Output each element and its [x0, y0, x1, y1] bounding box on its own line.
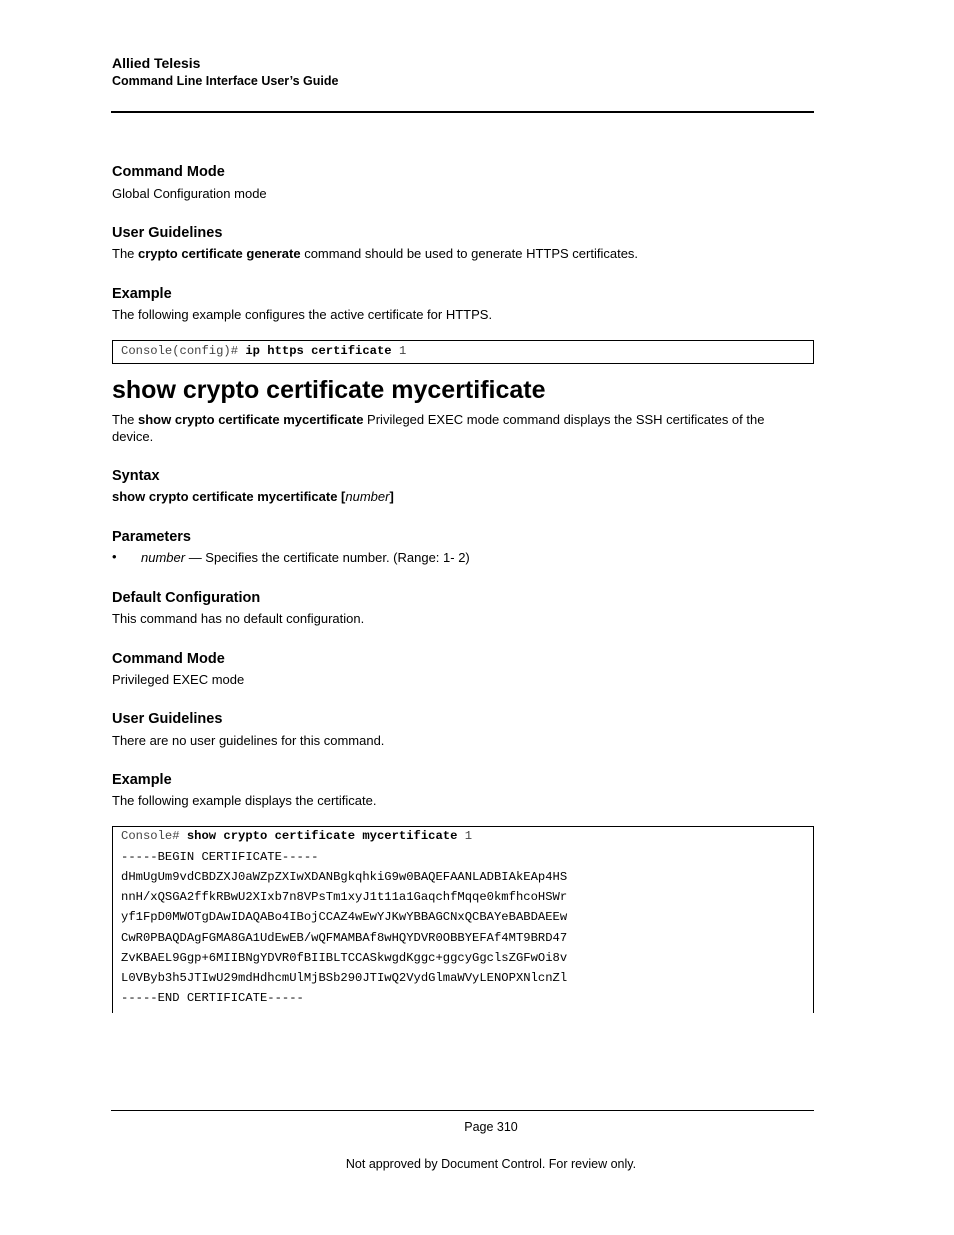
default-config-heading: Default Configuration	[112, 590, 261, 606]
header-company: Allied Telesis	[112, 55, 201, 71]
footer-rule	[111, 1110, 814, 1111]
code-line: L0VByb3h5JTIwU29mdHdhcmUlMjBSb290JTIwQ2VydGlmaWVyLENOPXNlcnZl	[121, 971, 568, 985]
user-guidelines-heading: User Guidelines	[112, 711, 223, 727]
code-line: CwR0PBAQDAgFGMA8GA1UdEwEB/wQFMAMBAf8wHQYDVR0OBBYEFAf4MT9BRD47	[121, 931, 568, 945]
user-guidelines-heading: User Guidelines	[112, 225, 223, 241]
code-line: nnH/xQSGA2ffkRBwU2XIxb7n8VPsTm1xyJ1t11a1GaqchfMqqe0kmfhcoHSWr	[121, 890, 568, 904]
command-mode-heading: Command Mode	[112, 164, 225, 180]
review-notice: Not approved by Document Control. For review only.	[345, 1157, 637, 1171]
command-mode-text: Global Configuration mode	[112, 186, 267, 201]
example-text: The following example displays the certificate.	[112, 793, 377, 808]
example-heading: Example	[112, 772, 172, 788]
user-guidelines-text: The crypto certificate generate command should be used to generate HTTPS certificates.	[112, 246, 639, 261]
parameters-heading: Parameters	[112, 529, 191, 545]
page-number: Page 310	[464, 1120, 518, 1134]
header-guide-title: Command Line Interface User’s Guide	[112, 74, 339, 88]
code-line: dHmUgUm9vdCBDZXJ0aWZpZXIwXDANBgkqhkiG9w0BAQEFAANLADBIAkEAp4HS	[121, 870, 568, 884]
code-line: ZvKBAEL9Ggp+6MIIBNgYDVR0fBIIBLTCCASkwgdKggc+ggcyGgclsZGFwOi8v	[121, 951, 568, 965]
code-example-box	[112, 826, 814, 1013]
command-mode-heading: Command Mode	[112, 651, 225, 667]
code-command-line: Console# show crypto certificate mycertificate 1	[121, 829, 473, 843]
default-config-text: This command has no default configuration.	[112, 611, 365, 626]
syntax-text: show crypto certificate mycertificate [number]	[112, 489, 394, 504]
header-rule	[111, 111, 814, 113]
code-line: yf1FpD0MWOTgDAwIDAQABo4IBojCCAZ4wEwYJKwYBBAGCNxQCBAYeBABDAEEw	[121, 910, 568, 924]
example-heading: Example	[112, 286, 172, 302]
code-line: Console(config)# ip https certificate 1	[121, 344, 407, 358]
user-guidelines-text: There are no user guidelines for this command.	[112, 733, 385, 748]
parameter-item: number — Specifies the certificate number. (Range: 1- 2)	[141, 550, 470, 565]
command-mode-text: Privileged EXEC mode	[112, 672, 245, 687]
section-description: The show crypto certificate mycertificate Privileged EXEC mode command displays the SSH certificates of the device.	[112, 412, 765, 444]
syntax-heading: Syntax	[112, 468, 160, 484]
example-text: The following example configures the active certificate for HTTPS.	[112, 307, 493, 322]
section-title: show crypto certificate mycertificate	[112, 376, 546, 404]
code-example-box	[112, 340, 814, 364]
code-line: -----END CERTIFICATE-----	[121, 991, 304, 1005]
code-line: -----BEGIN CERTIFICATE-----	[121, 850, 319, 864]
bullet: •	[112, 549, 117, 564]
